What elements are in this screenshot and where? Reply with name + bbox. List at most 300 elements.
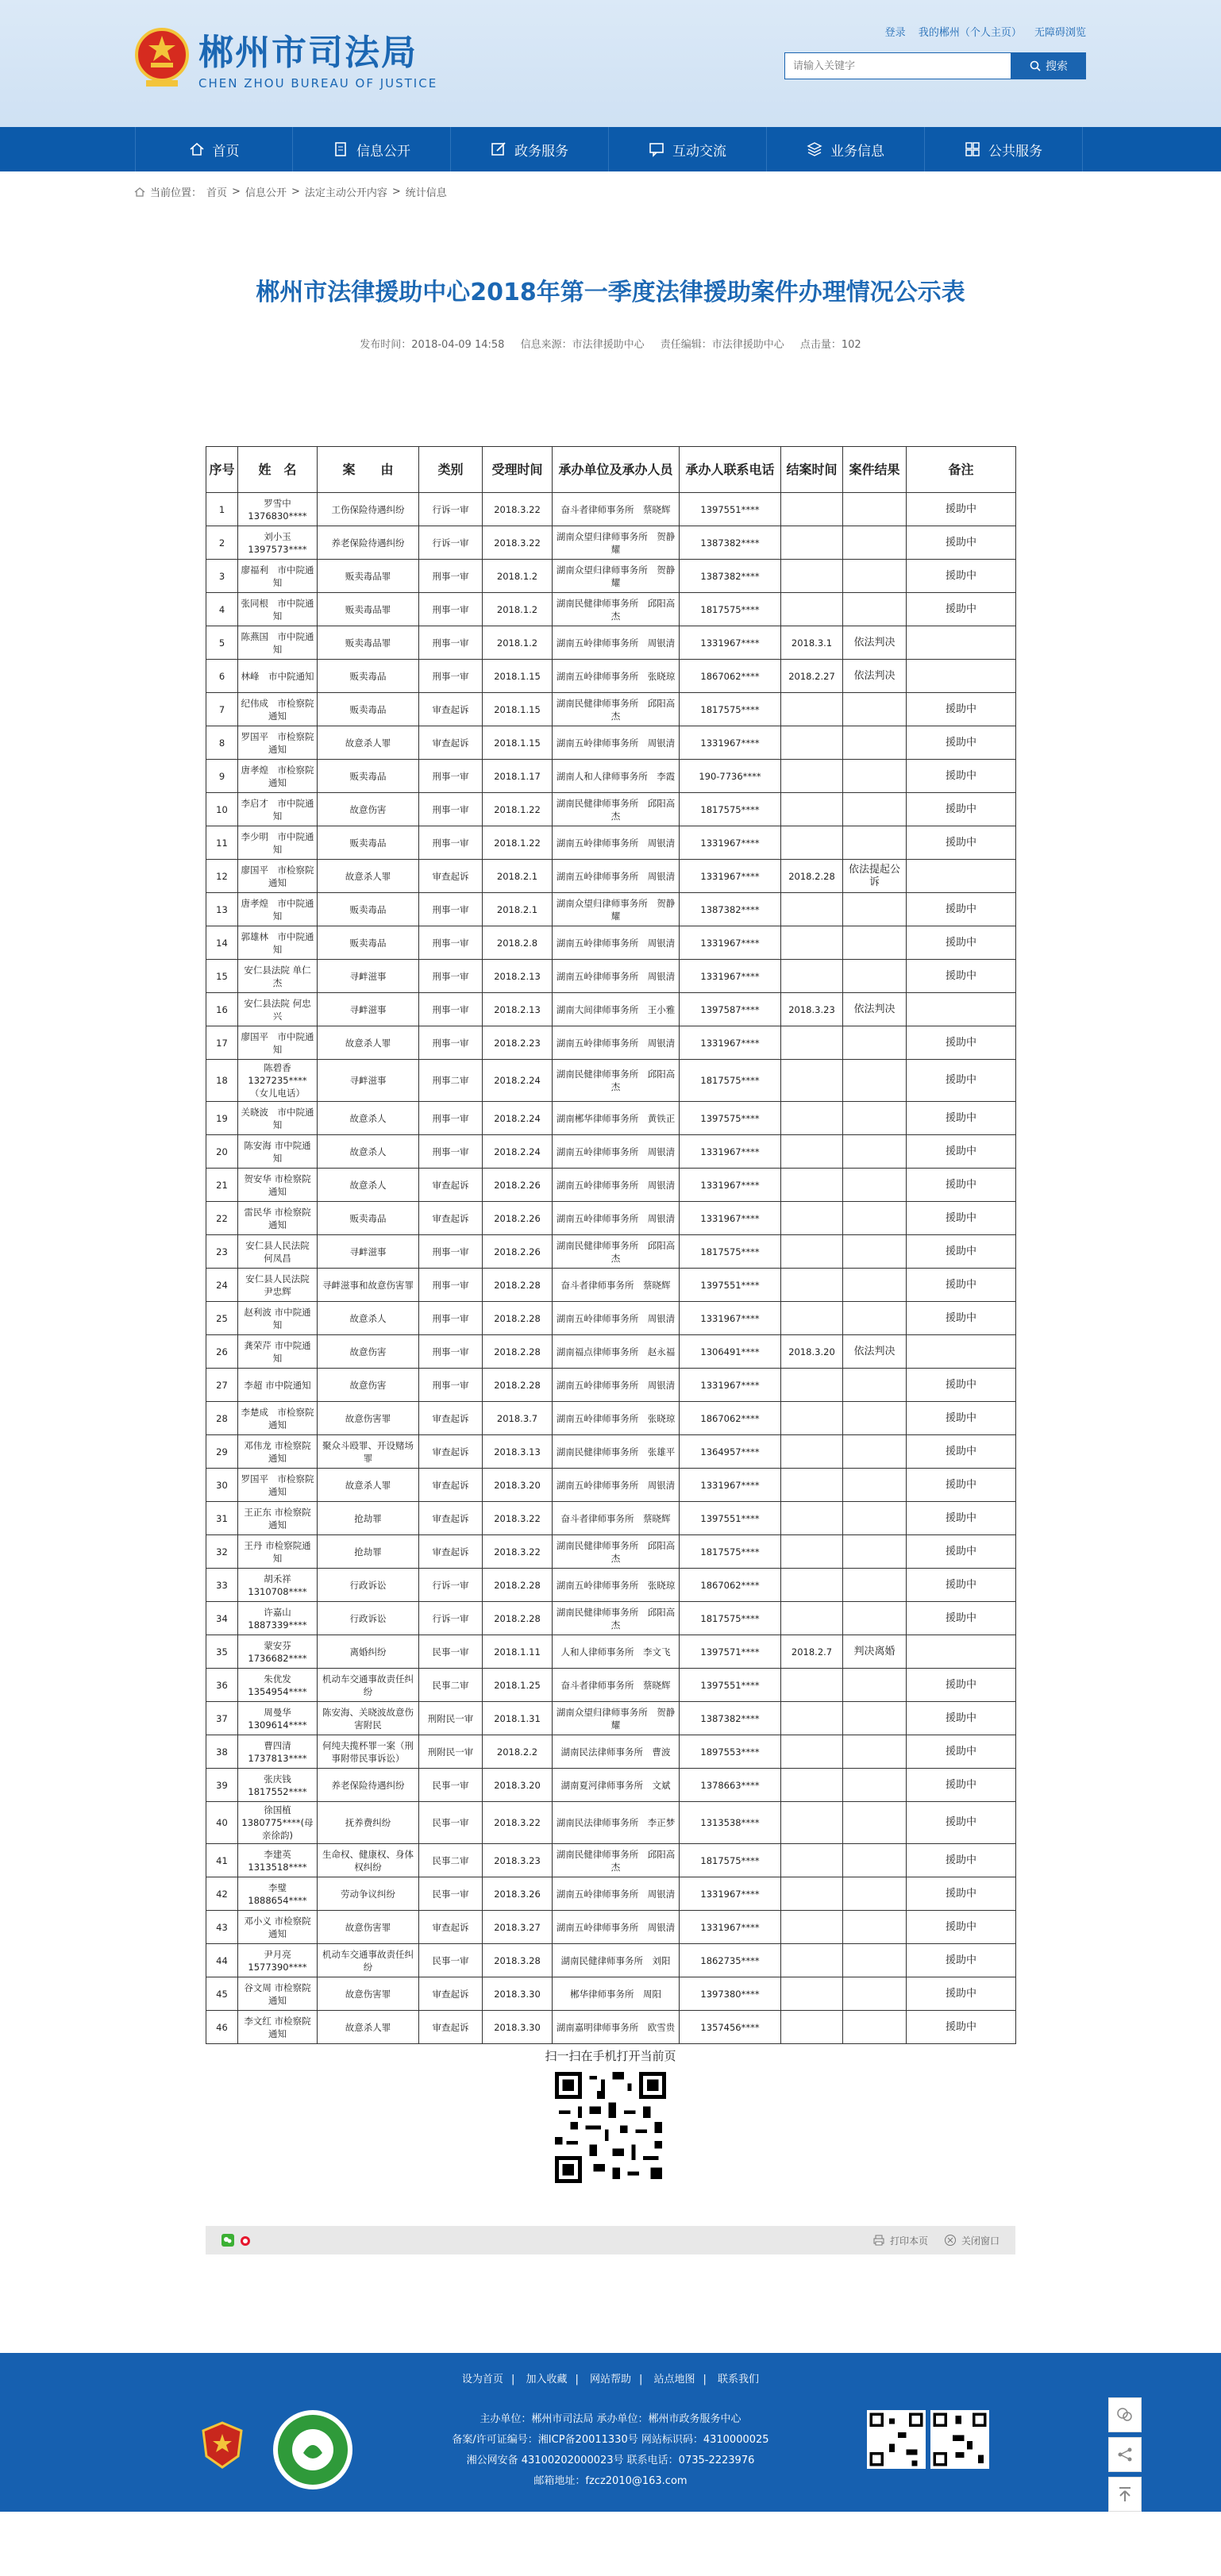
- table-cell: 刑附民一审: [419, 1702, 483, 1735]
- table-cell: 1817575****: [680, 1602, 781, 1635]
- weibo-share-icon[interactable]: [239, 2234, 252, 2247]
- back-to-top-button[interactable]: [1108, 2477, 1142, 2512]
- table-cell: 湖南五岭律师事务所 周银清: [553, 926, 680, 960]
- table-cell: 养老保险待遇纠纷: [318, 526, 419, 560]
- table-cell: 2018.3.13: [483, 1435, 553, 1469]
- table-cell: 1862735****: [680, 1944, 781, 1977]
- login-link[interactable]: 登录: [884, 27, 906, 39]
- table-row: [206, 1602, 1016, 1635]
- table-cell: 行诉一审: [419, 493, 483, 526]
- nav-item-info-disclosure[interactable]: [293, 127, 451, 171]
- table-cell: 1867062****: [680, 1402, 781, 1435]
- table-cell: 民事一审: [419, 1944, 483, 1977]
- table-cell: 依法判决: [843, 1335, 907, 1369]
- table-cell: 湖南民法律师事务所 曹波: [553, 1735, 680, 1769]
- table-cell: 奋斗者律师事务所 蔡晓辉: [553, 493, 680, 526]
- nav-item-public-service[interactable]: [925, 127, 1083, 171]
- table-cell: 190-7736****: [680, 760, 781, 793]
- nav-item-label: 信息公开: [356, 143, 410, 160]
- table-cell: 民事一审: [419, 1635, 483, 1669]
- close-window-button[interactable]: [944, 2234, 1000, 2247]
- table-cell: 1387382****: [680, 560, 781, 593]
- table-cell: 2018.2.24: [483, 1135, 553, 1169]
- table-cell: 审查起诉: [419, 1911, 483, 1944]
- table-row: [206, 493, 1016, 526]
- table-cell: 依法判决: [843, 660, 907, 693]
- table-cell: 刑事一审: [419, 1335, 483, 1369]
- table-cell: 40: [206, 1802, 238, 1844]
- table-header-cell: 案件结果: [843, 447, 907, 493]
- table-cell: 援助中: [907, 593, 1016, 626]
- table-cell: 46: [206, 2011, 238, 2044]
- table-cell: 刑事一审: [419, 1102, 483, 1135]
- table-cell: 邓伟龙 市检察院通知: [238, 1435, 318, 1469]
- nav-item-interaction[interactable]: [609, 127, 767, 171]
- table-cell: 2018.3.30: [483, 1977, 553, 2011]
- main-nav: [0, 127, 1221, 171]
- table-row: [206, 626, 1016, 660]
- table-cell: 25: [206, 1302, 238, 1335]
- search-input[interactable]: [784, 52, 1011, 79]
- table-cell: [781, 1135, 843, 1169]
- table-cell: 2018.2.28: [781, 860, 843, 893]
- table-cell: 湖南民健律师事务所 邱阳高杰: [553, 1235, 680, 1269]
- article-meta: [0, 336, 1221, 351]
- table-cell: 28: [206, 1402, 238, 1435]
- table-row: [206, 1702, 1016, 1735]
- table-row: [206, 2011, 1016, 2044]
- breadcrumb-home[interactable]: 首页: [206, 187, 228, 199]
- table-cell: 2018.3.22: [483, 493, 553, 526]
- table-cell: 李超 市中院通知: [238, 1369, 318, 1402]
- table-cell: 刑事一审: [419, 560, 483, 593]
- breadcrumb: [134, 184, 1087, 199]
- table-cell: 2018.2.28: [483, 1335, 553, 1369]
- wechat-icon: [1115, 2405, 1134, 2424]
- table-cell: 故意杀人: [318, 1169, 419, 1202]
- table-cell: 2018.2.13: [483, 993, 553, 1026]
- table-cell: 39: [206, 1769, 238, 1802]
- table-cell: 湖南五岭律师事务所 周银清: [553, 726, 680, 760]
- table-cell: 45: [206, 1977, 238, 2011]
- table-cell: 援助中: [907, 1026, 1016, 1060]
- table-cell: 审查起诉: [419, 693, 483, 726]
- breadcrumb-statistics[interactable]: 统计信息: [405, 187, 447, 199]
- government-site-badge-icon[interactable]: [272, 2409, 354, 2491]
- table-cell: [843, 1369, 907, 1402]
- table-cell: 故意伤害罪: [318, 1977, 419, 2011]
- table-cell: 2018.2.28: [483, 1302, 553, 1335]
- table-cell: 故意伤害: [318, 1335, 419, 1369]
- table-cell: 刑事一审: [419, 760, 483, 793]
- table-cell: 1397587****: [680, 993, 781, 1026]
- top-links: [876, 24, 1086, 39]
- table-cell: 1387382****: [680, 526, 781, 560]
- table-cell: 依法判决: [843, 626, 907, 660]
- table-cell: 故意杀人罪: [318, 2011, 419, 2044]
- table-cell: 2018.1.2: [483, 626, 553, 660]
- table-cell: 陈安海、关晓波故意伤害附民: [318, 1702, 419, 1735]
- table-cell: 19: [206, 1102, 238, 1135]
- table-cell: [843, 1911, 907, 1944]
- table-cell: 1397551****: [680, 1269, 781, 1302]
- table-cell: 奋斗者律师事务所 蔡晓辉: [553, 1669, 680, 1702]
- breadcrumb-separator: >: [291, 186, 300, 198]
- table-cell: 李楚成 市检察院通知: [238, 1402, 318, 1435]
- table-cell: 审查起诉: [419, 860, 483, 893]
- table-cell: [843, 1026, 907, 1060]
- table-cell: 2018.1.22: [483, 826, 553, 860]
- table-cell: [781, 826, 843, 860]
- share-icon: [1115, 2445, 1134, 2464]
- national-emblem-icon: [133, 26, 191, 88]
- table-cell: 24: [206, 1269, 238, 1302]
- table-cell: 贩卖毒品: [318, 1202, 419, 1235]
- table-cell: 1331967****: [680, 1877, 781, 1911]
- site-logo[interactable]: [133, 24, 437, 90]
- table-cell: 2018.2.23: [483, 1026, 553, 1060]
- table-header-cell: 承办单位及承办人员: [553, 447, 680, 493]
- table-cell: 援助中: [907, 1369, 1016, 1402]
- table-cell: [843, 1302, 907, 1335]
- table-cell: [843, 760, 907, 793]
- footer-link-sitemap[interactable]: 站点地图: [653, 2374, 695, 2385]
- table-cell: 郭雄林 市中院通知: [238, 926, 318, 960]
- table-cell: [907, 660, 1016, 693]
- table-cell: 2018.1.31: [483, 1702, 553, 1735]
- table-cell: 罗国平 市检察院通知: [238, 726, 318, 760]
- breadcrumb-separator: >: [232, 186, 241, 198]
- table-cell: 安仁县法院 何忠兴: [238, 993, 318, 1026]
- table-cell: 陈安海 市中院通知: [238, 1135, 318, 1169]
- table-cell: 行诉一审: [419, 1569, 483, 1602]
- table-cell: 曹四清 1737813****: [238, 1735, 318, 1769]
- table-row: [206, 1535, 1016, 1569]
- table-cell: 徐国植 1380775****(母亲徐韵): [238, 1802, 318, 1844]
- table-cell: [843, 593, 907, 626]
- table-cell: 刑事一审: [419, 893, 483, 926]
- table-cell: 2018.3.28: [483, 1944, 553, 1977]
- footer-link-set-home[interactable]: 设为首页: [461, 2374, 503, 2385]
- table-cell: [843, 1569, 907, 1602]
- table-cell: 援助中: [907, 1602, 1016, 1635]
- table-cell: 刑事二审: [419, 1060, 483, 1102]
- table-cell: 纪伟成 市检察院通知: [238, 693, 318, 726]
- table-cell: 罗雪中 1376830****: [238, 493, 318, 526]
- table-cell: 援助中: [907, 560, 1016, 593]
- table-cell: 1331967****: [680, 1169, 781, 1202]
- table-cell: 刑事一审: [419, 1235, 483, 1269]
- table-cell: 湖南五岭律师事务所 张晓琼: [553, 1569, 680, 1602]
- table-cell: 2018.2.28: [483, 1269, 553, 1302]
- page-actions: [872, 2234, 1000, 2247]
- table-cell: 故意伤害罪: [318, 1402, 419, 1435]
- table-row: [206, 1569, 1016, 1602]
- table-row: [206, 893, 1016, 926]
- table-cell: 援助中: [907, 1802, 1016, 1844]
- breadcrumb-statutory-content[interactable]: 法定主动公开内容: [304, 187, 387, 199]
- table-header-cell: 承办人联系电话: [680, 447, 781, 493]
- footer-info: [0, 2409, 1221, 2492]
- wechat-share-icon[interactable]: [221, 2234, 234, 2247]
- table-cell: [781, 2011, 843, 2044]
- table-cell: 湖南夏河律师事务所 文斌: [553, 1769, 680, 1802]
- table-cell: 湖南民健律师事务所 邱阳高杰: [553, 693, 680, 726]
- document-icon: [333, 141, 349, 157]
- table-cell: 关晓波 市中院通知: [238, 1102, 318, 1135]
- table-cell: 2018.3.20: [483, 1469, 553, 1502]
- table-cell: 唐孝煌 市检察院通知: [238, 760, 318, 793]
- table-cell: 2018.2.24: [483, 1102, 553, 1135]
- table-cell: 湖南大间律师事务所 王小雅: [553, 993, 680, 1026]
- table-cell: 审查起诉: [419, 1202, 483, 1235]
- table-cell: 1331967****: [680, 960, 781, 993]
- footer-link-contact[interactable]: 联系我们: [718, 2374, 760, 2385]
- table-cell: 民事二审: [419, 1669, 483, 1702]
- table-cell: [907, 993, 1016, 1026]
- table-cell: 贩卖毒品: [318, 760, 419, 793]
- close-icon: [944, 2234, 957, 2247]
- table-cell: 2018.1.22: [483, 793, 553, 826]
- table-body: [206, 493, 1016, 2044]
- table-cell: 刑事一审: [419, 1269, 483, 1302]
- table-cell: 行诉一审: [419, 526, 483, 560]
- table-row: [206, 1202, 1016, 1235]
- table-header-row: [206, 447, 1016, 493]
- table-cell: 1897553****: [680, 1735, 781, 1769]
- table-cell: [781, 1911, 843, 1944]
- table-cell: 1397551****: [680, 1502, 781, 1535]
- nav-item-label: 业务信息: [830, 143, 884, 160]
- table-cell: 援助中: [907, 1235, 1016, 1269]
- edit-icon: [491, 141, 507, 157]
- table-cell: 湖南民健律师事务所 邱阳高杰: [553, 1602, 680, 1635]
- table-cell: 2018.2.27: [781, 660, 843, 693]
- table-cell: 援助中: [907, 1102, 1016, 1135]
- footer-host: 主办单位：郴州市司法局 承办单位：郴州市政务服务中心: [480, 2413, 741, 2425]
- table-cell: 2018.2.8: [483, 926, 553, 960]
- breadcrumb-info-disclosure[interactable]: 信息公开: [245, 187, 287, 199]
- table-cell: 湖南五岭律师事务所 周银清: [553, 626, 680, 660]
- table-cell: [843, 1135, 907, 1169]
- search-icon: [1030, 60, 1041, 71]
- table-cell: 刑事一审: [419, 926, 483, 960]
- table-cell: 湖南五岭律师事务所 张晓琼: [553, 660, 680, 693]
- table-header-cell: 案 由: [318, 447, 419, 493]
- table-row: [206, 1802, 1016, 1844]
- table-cell: 贩卖毒品: [318, 893, 419, 926]
- table-cell: 机动车交通事故责任纠纷: [318, 1944, 419, 1977]
- table-cell: 刑事一审: [419, 1302, 483, 1335]
- table-cell: [781, 1169, 843, 1202]
- table-cell: 2018.1.15: [483, 693, 553, 726]
- table-cell: 23: [206, 1235, 238, 1269]
- table-cell: 劳动争议纠纷: [318, 1877, 419, 1911]
- site-header: [0, 0, 1221, 127]
- footer-record: 备案/许可证编号：湘ICP备20011330号 网站标识码：4310000025: [452, 2434, 769, 2446]
- click-count: 点击量：102: [799, 339, 861, 351]
- table-cell: [843, 1502, 907, 1535]
- table-row: [206, 1977, 1016, 2011]
- table-cell: 廖国平 市中院通知: [238, 1026, 318, 1060]
- table-cell: 刑事一审: [419, 1369, 483, 1402]
- editor: 责任编辑：市法律援助中心: [660, 339, 784, 351]
- table-cell: 30: [206, 1469, 238, 1502]
- table-cell: 胡禾祥 1310708****: [238, 1569, 318, 1602]
- table-row: [206, 1402, 1016, 1435]
- table-cell: 贩卖毒品: [318, 926, 419, 960]
- table-cell: 17: [206, 1026, 238, 1060]
- table-cell: 故意杀人罪: [318, 1469, 419, 1502]
- table-cell: 2018.3.22: [483, 1802, 553, 1844]
- home-icon: [189, 141, 205, 157]
- table-cell: 审查起诉: [419, 1502, 483, 1535]
- table-cell: [843, 1877, 907, 1911]
- table-cell: 郴华律师事务所 周阳: [553, 1977, 680, 2011]
- table-cell: 湖南众望归律师事务所 贺静耀: [553, 1702, 680, 1735]
- printer-icon: [872, 2234, 885, 2247]
- table-cell: 援助中: [907, 1569, 1016, 1602]
- table-cell: 刑事一审: [419, 660, 483, 693]
- arrow-up-icon: [1115, 2485, 1134, 2504]
- table-cell: 王正东 市检察院通知: [238, 1502, 318, 1535]
- table-row: [206, 1135, 1016, 1169]
- table-cell: 援助中: [907, 760, 1016, 793]
- print-button[interactable]: [872, 2234, 928, 2247]
- table-cell: 赵利波 市中院通知: [238, 1302, 318, 1335]
- nav-item-business-info[interactable]: [767, 127, 925, 171]
- table-cell: 罗国平 市检察院通知: [238, 1469, 318, 1502]
- table-cell: 贩卖毒品罪: [318, 593, 419, 626]
- table-cell: 2018.3.7: [483, 1402, 553, 1435]
- table-cell: 湖南民健律师事务所 邱阳高杰: [553, 793, 680, 826]
- nav-item-home[interactable]: [135, 127, 293, 171]
- table-cell: 援助中: [907, 826, 1016, 860]
- table-cell: 11: [206, 826, 238, 860]
- table-cell: [843, 1844, 907, 1877]
- table-cell: 2018.3.20: [483, 1769, 553, 1802]
- table-cell: 2018.3.22: [483, 526, 553, 560]
- table-cell: 4: [206, 593, 238, 626]
- table-cell: 龚荣芹 市中院通知: [238, 1335, 318, 1369]
- table-cell: [843, 1402, 907, 1435]
- table-cell: 机动车交通事故责任纠纷: [318, 1669, 419, 1702]
- table-cell: 36: [206, 1669, 238, 1702]
- table-row: [206, 1335, 1016, 1369]
- table-cell: 1397571****: [680, 1635, 781, 1669]
- table-cell: 人和人律师事务所 李文飞: [553, 1635, 680, 1669]
- table-cell: 抢劫罪: [318, 1535, 419, 1569]
- table-cell: 1331967****: [680, 826, 781, 860]
- table-cell: 15: [206, 960, 238, 993]
- table-cell: 2018.1.11: [483, 1635, 553, 1669]
- table-cell: 援助中: [907, 1135, 1016, 1169]
- nav-item-label: 互动交流: [672, 143, 726, 160]
- table-cell: 2018.1.17: [483, 760, 553, 793]
- table-cell: 2018.2.7: [781, 1635, 843, 1669]
- table-cell: [781, 926, 843, 960]
- site-footer: [0, 2353, 1221, 2512]
- table-cell: 湖南五岭律师事务所 周银清: [553, 1877, 680, 1911]
- table-cell: [781, 560, 843, 593]
- table-cell: 2018.2.24: [483, 1060, 553, 1102]
- table-cell: 2018.3.27: [483, 1911, 553, 1944]
- table-cell: [781, 893, 843, 926]
- table-cell: 周曼华 1309614****: [238, 1702, 318, 1735]
- table-cell: 何纯夫揽杯罪一案（刑事附带民事诉讼）: [318, 1735, 419, 1769]
- table-cell: 湖南众望归律师事务所 贺静耀: [553, 560, 680, 593]
- table-row: [206, 1269, 1016, 1302]
- side-tools: [1108, 2397, 1142, 2516]
- table-row: [206, 1435, 1016, 1469]
- table-cell: [781, 493, 843, 526]
- share-bar: [206, 2226, 1015, 2254]
- table-cell: 刑附民一审: [419, 1735, 483, 1769]
- table-cell: [843, 960, 907, 993]
- table-row: [206, 693, 1016, 726]
- table-row: [206, 1469, 1016, 1502]
- table-cell: [781, 1502, 843, 1535]
- table-cell: 故意伤害: [318, 1369, 419, 1402]
- police-emblem-icon[interactable]: [200, 2421, 245, 2469]
- layers-icon: [807, 141, 822, 157]
- search-button[interactable]: [1011, 52, 1086, 79]
- wechat-button[interactable]: [1108, 2397, 1142, 2432]
- site-title: 郴州市司法局: [198, 33, 418, 73]
- table-cell: 寻衅滋事: [318, 993, 419, 1026]
- footer-link-help[interactable]: 网站帮助: [589, 2374, 631, 2385]
- table-cell: 刑事一审: [419, 1026, 483, 1060]
- table-row: [206, 1302, 1016, 1335]
- table-cell: [781, 1435, 843, 1469]
- nav-item-gov-service[interactable]: [451, 127, 609, 171]
- table-cell: [843, 1235, 907, 1269]
- table-cell: 5: [206, 626, 238, 660]
- accessibility-link[interactable]: 无障碍浏览: [1034, 27, 1086, 39]
- footer-link-add-favorite[interactable]: 加入收藏: [526, 2374, 568, 2385]
- table-header-cell: 姓 名: [238, 447, 318, 493]
- table-cell: [781, 593, 843, 626]
- table-cell: 2018.2.28: [483, 1602, 553, 1635]
- table-cell: [843, 1944, 907, 1977]
- table-cell: 张庆钱 1817552****: [238, 1769, 318, 1802]
- case-table-wrapper: [206, 446, 1015, 2044]
- table-cell: 1387382****: [680, 893, 781, 926]
- table-row: [206, 1911, 1016, 1944]
- table-cell: 邓小义 市检察院通知: [238, 1911, 318, 1944]
- table-cell: 湖南民健律师事务所 邱阳高杰: [553, 1844, 680, 1877]
- share-button[interactable]: [1108, 2437, 1142, 2472]
- table-cell: 16: [206, 993, 238, 1026]
- table-cell: 湖南五岭律师事务所 周银清: [553, 1911, 680, 1944]
- table-cell: 1817575****: [680, 1060, 781, 1102]
- my-chenzhou-link[interactable]: 我的郴州（个人主页）: [918, 27, 1022, 39]
- table-cell: 湖南五岭律师事务所 周银清: [553, 1135, 680, 1169]
- nav-item-label: 首页: [212, 143, 240, 160]
- table-cell: 1331967****: [680, 626, 781, 660]
- table-cell: [843, 1602, 907, 1635]
- table-row: [206, 860, 1016, 893]
- chat-icon: [649, 141, 664, 157]
- table-cell: 援助中: [907, 1202, 1016, 1235]
- table-row: [206, 1369, 1016, 1402]
- table-cell: [781, 1060, 843, 1102]
- home-icon: [134, 187, 145, 198]
- table-row: [206, 726, 1016, 760]
- table-cell: 故意杀人: [318, 1135, 419, 1169]
- table-cell: 1867062****: [680, 1569, 781, 1602]
- table-cell: 10: [206, 793, 238, 826]
